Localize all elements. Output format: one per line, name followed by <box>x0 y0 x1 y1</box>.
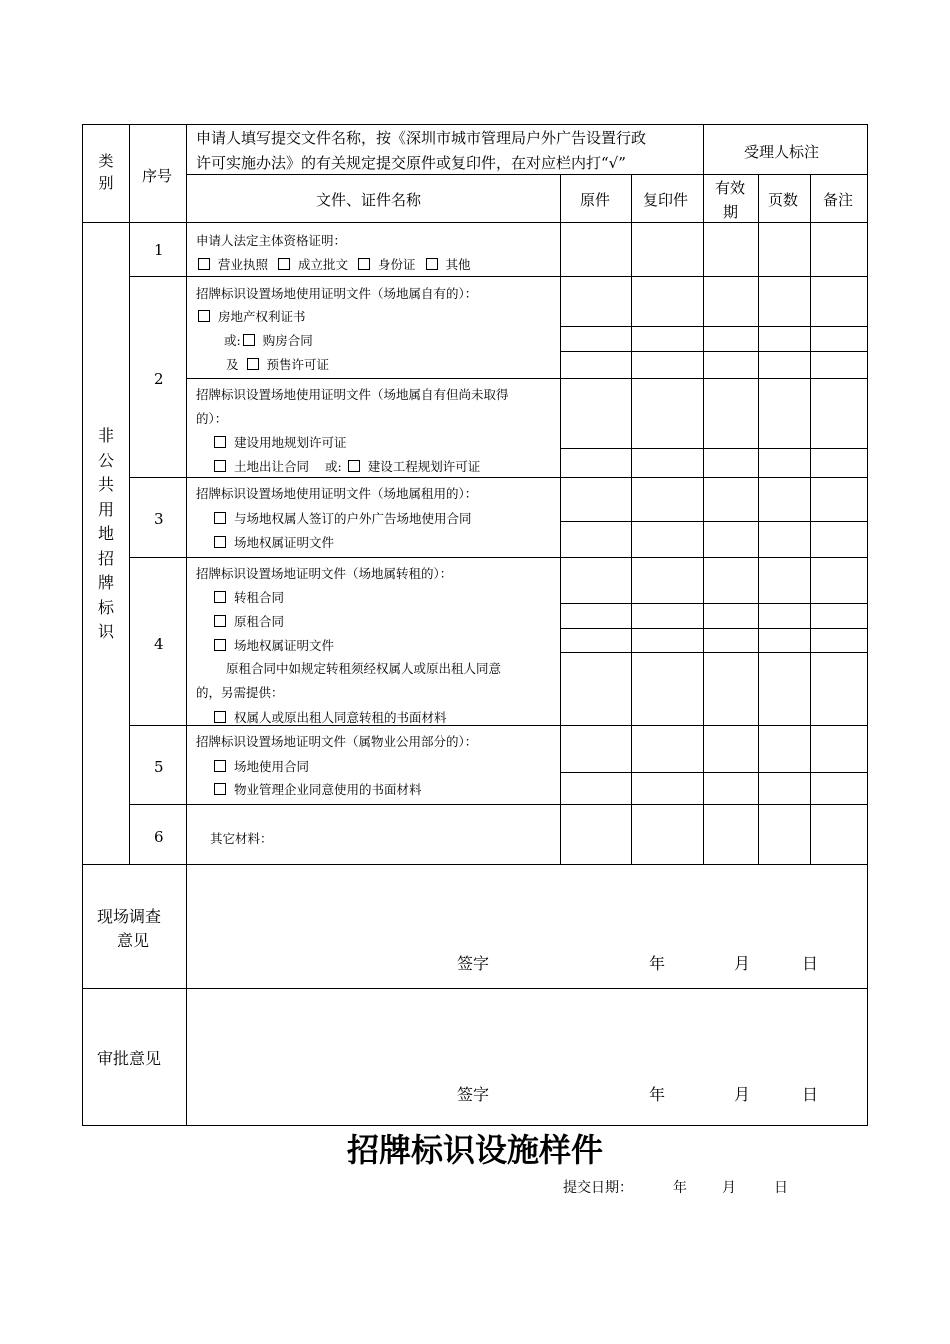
survey-sign: 签字 <box>457 954 490 973</box>
row2a-title: 招牌标识设置场地使用证明文件（场地属自有的）： <box>196 286 478 301</box>
item-text: 与场地权属人签订的户外广告场地使用合同 <box>234 511 472 526</box>
row2b-title2: 的）： <box>196 411 228 426</box>
border-right <box>867 124 868 1126</box>
sub-line <box>560 351 867 352</box>
checkbox-icon[interactable] <box>426 258 438 270</box>
option-id-card: 身份证 <box>378 257 416 272</box>
category-header-text: 类别 <box>98 152 114 192</box>
row2b-item1 <box>214 436 347 450</box>
item-text: 预售许可证 <box>266 357 330 372</box>
sub-line <box>560 652 867 653</box>
checkbox-icon[interactable] <box>198 310 210 322</box>
row1-title: 申请人法定主体资格证明： <box>196 233 347 248</box>
row2a-item3 <box>226 358 329 372</box>
approval-label: 审批意见 <box>97 1049 162 1068</box>
survey-label-1: 现场调查 <box>97 907 162 926</box>
name-col-line <box>186 124 187 1126</box>
row5-title: 招牌标识设置场地证明文件（属物业公用部分的）： <box>196 734 478 749</box>
row2b-title1: 招牌标识设置场地使用证明文件（场地属自有但尚未取得 <box>196 387 509 402</box>
item-text: 场地权属证明文件 <box>234 535 335 550</box>
sub-line <box>560 603 867 604</box>
item-text: 权属人或原出租人同意转租的书面材料 <box>234 710 447 725</box>
checkbox-icon[interactable] <box>243 334 255 346</box>
item-text: 转租合同 <box>234 590 285 605</box>
checkbox-icon[interactable] <box>214 615 226 627</box>
header-bottom-line <box>82 222 868 223</box>
survey-day: 日 <box>802 954 819 973</box>
survey-label-2: 意见 <box>117 931 150 950</box>
col-valid-header-2: 期 <box>723 203 739 221</box>
row4-number: 4 <box>154 635 164 653</box>
row3-bottom <box>129 557 867 558</box>
serial-col-line <box>129 124 130 865</box>
checkbox-icon[interactable] <box>214 783 226 795</box>
or-text: 或: <box>325 459 342 474</box>
submit-date-label: 提交日期： <box>563 1180 633 1196</box>
serial-header: 序号 <box>142 167 173 185</box>
item-text: 土地出让合同 <box>234 459 310 474</box>
submit-month: 月 <box>722 1180 736 1196</box>
checkbox-icon[interactable] <box>348 460 360 472</box>
receiver-note-header: 受理人标注 <box>744 143 820 161</box>
item-text: 原租合同 <box>234 614 285 629</box>
checkbox-icon[interactable] <box>214 639 226 651</box>
col-copy-header: 复印件 <box>643 191 689 209</box>
checkbox-icon[interactable] <box>214 536 226 548</box>
sub-line <box>560 628 867 629</box>
copy-col-line <box>631 174 632 865</box>
approval-year: 年 <box>649 1085 666 1104</box>
row5-bottom <box>129 804 867 805</box>
row5-item2 <box>214 783 422 797</box>
checkbox-icon[interactable] <box>214 711 226 723</box>
survey-month: 月 <box>734 954 751 973</box>
submit-year: 年 <box>673 1180 687 1196</box>
checkbox-icon[interactable] <box>198 258 210 270</box>
col-remarks-header: 备注 <box>823 191 854 209</box>
row1-number: 1 <box>154 241 164 259</box>
checkbox-icon[interactable] <box>358 258 370 270</box>
col-original-header: 原件 <box>580 191 611 209</box>
category-header <box>96 150 116 194</box>
approval-day: 日 <box>802 1085 819 1104</box>
checkbox-icon[interactable] <box>278 258 290 270</box>
item-text: 购房合同 <box>262 333 313 348</box>
checkbox-icon[interactable] <box>247 358 259 370</box>
sub-line <box>560 772 867 773</box>
row6-bottom <box>82 864 868 865</box>
row2-bottom <box>129 477 867 478</box>
approval-sign: 签字 <box>457 1085 490 1104</box>
sub-line <box>560 326 867 327</box>
row4-note2: 的，另需提供： <box>196 685 284 700</box>
page-title: 招牌标识设施样件 <box>346 1131 603 1169</box>
row2a-item1 <box>198 310 306 324</box>
pages-col-line <box>758 174 759 865</box>
remarks-col-line <box>810 174 811 865</box>
row2a-item2 <box>224 334 313 348</box>
item-text: 房地产权利证书 <box>218 309 306 324</box>
row4-item1 <box>214 591 284 605</box>
row2a-bottom <box>186 378 867 379</box>
row4-item4 <box>214 711 447 725</box>
col-valid-header-1: 有效 <box>715 179 746 197</box>
row2-number: 2 <box>154 370 164 388</box>
row5-number: 5 <box>154 758 164 776</box>
sub-line <box>560 448 867 449</box>
border-top <box>82 124 868 125</box>
col-pages-header: 页数 <box>768 191 799 209</box>
row4-item2 <box>214 615 284 629</box>
header-mid-line <box>186 174 867 175</box>
sub-line <box>560 521 867 522</box>
col-name-header: 文件、证件名称 <box>316 191 422 209</box>
row3-title: 招牌标识设置场地使用证明文件（场地属租用的）： <box>196 486 478 501</box>
submit-day: 日 <box>774 1180 788 1196</box>
checkbox-icon[interactable] <box>214 436 226 448</box>
item-text: 场地使用合同 <box>234 759 310 774</box>
or-text: 或: <box>224 333 241 348</box>
row1-options <box>198 258 471 272</box>
option-other: 其他 <box>445 257 471 272</box>
row6-title: 其它材料： <box>210 831 273 846</box>
original-col-line <box>560 174 561 865</box>
checkbox-icon[interactable] <box>214 760 226 772</box>
row4-title: 招牌标识设置场地证明文件（场地属转租的）： <box>196 566 453 581</box>
category-label: 非公共用地招牌标识 <box>97 426 114 641</box>
survey-year: 年 <box>649 954 666 973</box>
row3-item2 <box>214 536 334 550</box>
row4-bottom <box>129 725 867 726</box>
item-text: 建设用地规划许可证 <box>234 435 347 450</box>
row4-item3 <box>214 639 334 653</box>
checkbox-icon[interactable] <box>214 591 226 603</box>
option-approval: 成立批文 <box>298 257 349 272</box>
border-left <box>82 124 83 1126</box>
approval-month: 月 <box>734 1085 751 1104</box>
item-text: 物业管理企业同意使用的书面材料 <box>234 782 422 797</box>
survey-bottom <box>82 988 868 989</box>
and-text: 及 <box>226 357 239 372</box>
row2b-item2 <box>214 460 480 474</box>
row3-number: 3 <box>154 510 164 528</box>
checkbox-icon[interactable] <box>214 512 226 524</box>
row1-bottom <box>129 276 867 277</box>
row4-note1: 原租合同中如规定转租须经权属人或原出租人同意 <box>226 661 502 676</box>
option-license: 营业执照 <box>218 257 269 272</box>
row5-item1 <box>214 760 309 774</box>
receiver-col-line <box>703 124 704 865</box>
row3-item1 <box>214 512 472 526</box>
item-text: 建设工程规划许可证 <box>367 459 481 474</box>
border-bottom <box>82 1125 868 1126</box>
instruction-line1: 申请人填写提交文件名称，按《深圳市城市管理局户外广告设置行政 <box>196 129 647 147</box>
instruction-line2: 许可实施办法》的有关规定提交原件或复印件，在对应栏内打“√” <box>196 154 626 172</box>
item-text: 场地权属证明文件 <box>234 638 335 653</box>
checkbox-icon[interactable] <box>214 460 226 472</box>
row6-number: 6 <box>154 828 164 846</box>
